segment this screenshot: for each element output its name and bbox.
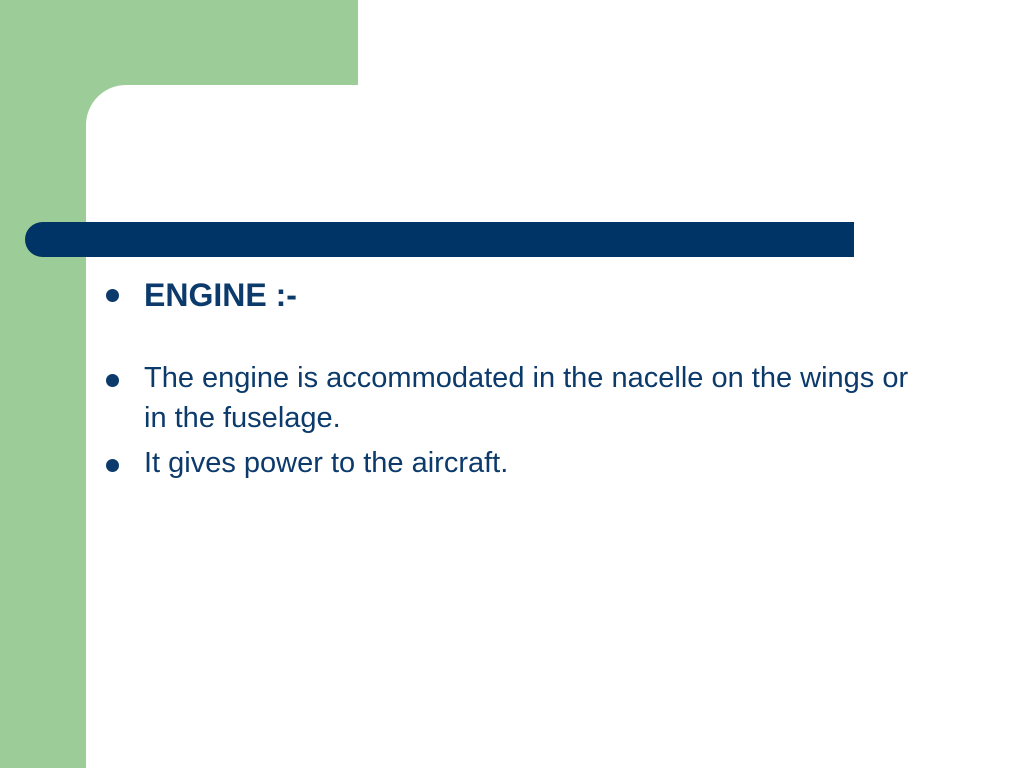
bullet-dot-icon	[106, 459, 119, 472]
bullet-item-engine-heading	[106, 272, 936, 318]
bullet-text: It gives power to the aircraft.	[144, 447, 509, 479]
bullet-item-engine-power	[106, 443, 936, 483]
bullet-dot-icon	[106, 289, 119, 302]
bullet-text: The engine is accommodated in the nacelle on the wings or in the fuselage.	[144, 362, 909, 434]
bullet-text: ENGINE :-	[144, 277, 297, 313]
bullet-item-engine-location	[106, 358, 936, 438]
title-bar	[25, 222, 854, 257]
bullet-list	[106, 272, 936, 488]
bullet-dot-icon	[106, 374, 119, 387]
